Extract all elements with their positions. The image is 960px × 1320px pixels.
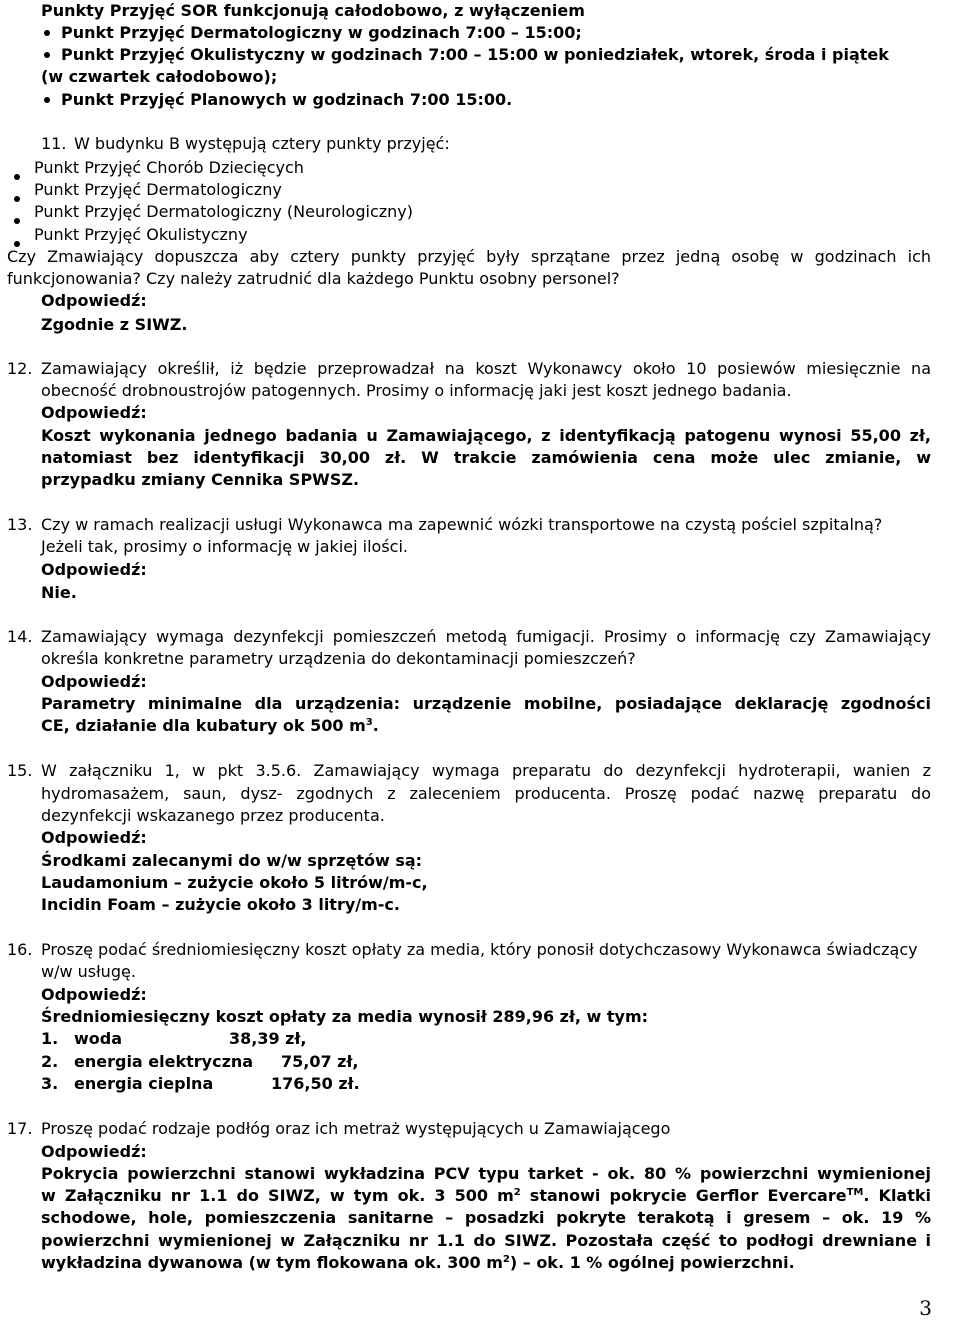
question-text: W załączniku 1, w pkt 3.5.6. Zamawiający wymaga preparatu do dezynfekcji hydroterapii, wanien z xyxy=(41,761,931,780)
list-item: Punkt Przyjęć Dermatologiczny (Neurologiczny) xyxy=(34,202,413,221)
answer-text: przypadku zmiany Cennika SPWSZ. xyxy=(41,470,360,489)
media-name: woda xyxy=(74,1029,123,1048)
superscript: 2 xyxy=(513,1187,521,1198)
list-item: Punkt Przyjęć Dermatologiczny w godzinach 7:00 – 15:00; xyxy=(61,23,582,42)
superscript: TM xyxy=(846,1187,864,1198)
question-text: hydromasażem, saun, dysz- zgodnych z zaleceniem producenta. Proszę podać nazwę preparatu do xyxy=(41,784,931,803)
list-item: Punkt Przyjęć Okulistyczny w godzinach 7:00 – 15:00 w poniedziałek, wtorek, środa i piątek xyxy=(61,45,889,64)
question-text: Zamawiający określił, iż będzie przeprowadzał na koszt Wykonawcy około 10 posiewów miesięcznie na xyxy=(41,359,931,378)
answer-text-part: w Załączniku nr 1.1 do SIWZ, w tym ok. 3 500 m xyxy=(41,1186,514,1205)
answer-label: Odpowiedź: xyxy=(41,985,147,1004)
bullet-icon xyxy=(14,196,20,202)
answer-text-part: ) – ok. 1 % ogólnej powierzchni. xyxy=(509,1253,795,1272)
answer-text xyxy=(41,715,379,737)
media-value: 38,39 zł, xyxy=(229,1029,307,1048)
superscript: 2 xyxy=(502,1254,510,1265)
list-item: Punkt Przyjęć Okulistyczny xyxy=(34,225,248,244)
bullet-icon xyxy=(14,174,20,180)
answer-text: Środkami zalecanymi do w/w sprzętów są: xyxy=(41,851,423,870)
question-text: określa konkretne parametry urządzenia do dekontaminacji pomieszczeń? xyxy=(41,649,636,668)
media-number: 2. xyxy=(41,1052,59,1071)
answer-text: Nie. xyxy=(41,583,77,602)
answer-label: Odpowiedź: xyxy=(41,672,147,691)
answer-text: powierzchni wymienionej w Załączniku nr 1.1 do SIWZ. Pozostała część to podłogi drewniane i xyxy=(41,1231,931,1250)
answer-text-part: stanowi pokrycie Gerflor Evercare xyxy=(520,1186,847,1205)
answer-text: natomiast bez identyfikacji 30,00 zł. W trakcie zamówienia cena może ulec zmianie, w xyxy=(41,448,931,467)
question-text: Proszę podać rodzaje podłóg oraz ich metraż występujących u Zamawiającego xyxy=(41,1119,671,1138)
bullet-icon xyxy=(44,97,50,103)
question-text: funkcjonowania? Czy należy zatrudnić dla każdego Punktu osobny personel? xyxy=(7,269,620,288)
answer-label: Odpowiedź: xyxy=(41,403,147,422)
answer-label: Odpowiedź: xyxy=(41,828,147,847)
question-text: Czy w ramach realizacji usługi Wykonawca ma zapewnić wózki transportowe na czystą pościel szpitalną? xyxy=(41,515,883,534)
answer-text: Średniomiesięczny koszt opłaty za media wynosił 289,96 zł, w tym: xyxy=(41,1007,649,1026)
answer-text: Zgodnie z SIWZ. xyxy=(41,315,188,334)
answer-label: Odpowiedź: xyxy=(41,560,147,579)
media-value: 75,07 zł, xyxy=(281,1052,359,1071)
answer-text: Koszt wykonania jednego badania u Zamawiającego, z identyfikacją patogenu wynosi 55,00 zł, xyxy=(41,426,931,445)
answer-label: Odpowiedź: xyxy=(41,291,147,310)
answer-text: schodowe, hole, pomieszczenia sanitarne – posadzki pokryte terakotą i gresem – ok. 19 % xyxy=(41,1208,931,1227)
answer-text: Laudamonium – zużycie około 5 litrów/m-c, xyxy=(41,873,428,892)
question-text: Zamawiający wymaga dezynfekcji pomieszczeń metodą fumigacji. Prosimy o informację czy Zamawiający xyxy=(41,627,931,646)
bullet-icon xyxy=(44,30,50,36)
answer-text xyxy=(41,1252,795,1274)
media-value: 176,50 zł. xyxy=(271,1074,360,1093)
intro-line: Punkty Przyjęć SOR funkcjonują całodobowo, z wyłączeniem xyxy=(41,1,585,20)
answer-text-part: CE, działanie dla kubatury ok 500 m xyxy=(41,716,366,735)
list-item: Punkt Przyjęć Chorób Dziecięcych xyxy=(34,158,304,177)
answer-text-part: wykładzina dywanowa (w tym flokowana ok. 300 m xyxy=(41,1253,503,1272)
question-number: 16. xyxy=(7,940,33,959)
question-text: obecność drobnoustrojów patogennych. Prosimy o informację jaki jest koszt jednego badania. xyxy=(41,381,792,400)
answer-text-part: . Klatki xyxy=(863,1186,931,1205)
question-number: 12. xyxy=(7,359,33,378)
superscript: 3 xyxy=(365,717,373,728)
page-number: 3 xyxy=(919,1296,932,1320)
answer-text: Parametry minimalne dla urządzenia: urządzenie mobilne, posiadające deklarację zgodności xyxy=(41,694,931,713)
answer-text: Pokrycia powierzchni stanowi wykładzina PCV typu tarket - ok. 80 % powierzchni wymienionej xyxy=(41,1164,931,1183)
answer-text: Incidin Foam – zużycie około 3 litry/m-c. xyxy=(41,895,400,914)
question-number: 11. xyxy=(41,134,67,153)
question-number: 17. xyxy=(7,1119,33,1138)
question-text: Proszę podać średniomiesięczny koszt opłaty za media, który ponosił dotychczasowy Wykonawca świadczący xyxy=(41,940,918,959)
question-number: 13. xyxy=(7,515,33,534)
question-text: w/w usługę. xyxy=(41,962,136,981)
question-number: 15. xyxy=(7,761,33,780)
list-item-continuation: (w czwartek całodobowo); xyxy=(41,67,278,86)
question-text: Jeżeli tak, prosimy o informację w jakiej ilości. xyxy=(41,537,408,556)
media-number: 1. xyxy=(41,1029,59,1048)
bullet-icon xyxy=(14,218,20,224)
bullet-icon xyxy=(44,52,50,58)
answer-label: Odpowiedź: xyxy=(41,1142,147,1161)
list-item: Punkt Przyjęć Planowych w godzinach 7:00 15:00. xyxy=(61,90,513,109)
question-text: W budynku B występują cztery punkty przyjęć: xyxy=(74,134,450,153)
media-name: energia cieplna xyxy=(74,1074,214,1093)
list-item: Punkt Przyjęć Dermatologiczny xyxy=(34,180,282,199)
media-name: energia elektryczna xyxy=(74,1052,254,1071)
answer-text-part: . xyxy=(372,716,379,735)
question-text: Czy Zmawiający dopuszcza aby cztery punkty przyjęć były sprzątane przez jedną osobę w godzinach ich xyxy=(7,247,931,266)
question-number: 14. xyxy=(7,627,33,646)
question-text: dezynfekcji wskazanego przez producenta. xyxy=(41,806,385,825)
answer-text xyxy=(41,1185,931,1207)
media-number: 3. xyxy=(41,1074,59,1093)
